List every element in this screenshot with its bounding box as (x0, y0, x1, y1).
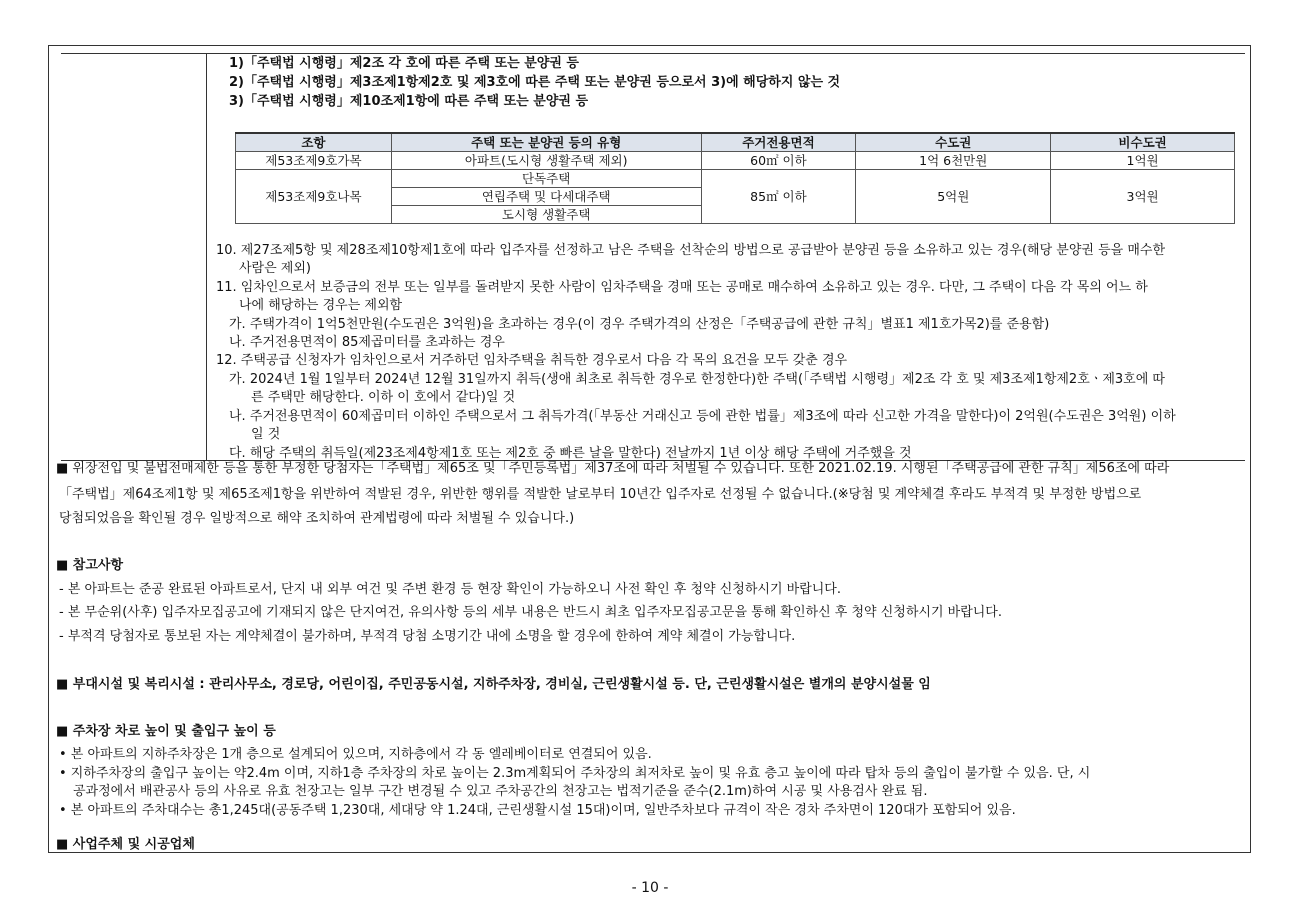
notes-item: - 부적격 당첨자로 통보된 자는 계약체결이 불가하며, 부적격 당첨 소명기간 내에 소명을 할 경우에 한하여 계약 체결이 가능합니다. (59, 629, 796, 644)
parking-item: • 본 아파트의 지하주차장은 1개 층으로 설계되어 있으며, 지하층에서 각 동 엘레베이터로 연결되어 있음. (59, 747, 652, 762)
cell-type: 단독주택 (391, 170, 701, 188)
criteria-block (61, 53, 1245, 461)
page-number: - 10 - (631, 880, 669, 896)
item-11-ga: 가. 주택가격이 1억5천만원(수도권은 3억원)을 초과하는 경우(이 경우 주택가격의 산정은「주택공급에 관한 규칙」별표1 제1호가목2)를 준용함) (229, 317, 1050, 332)
penalty-line-1: ■ 위장전입 및 불법전매제한 등을 통한 부정한 당첨자는「주택법」제65조 및「주민등록법」제37조에 따라 처벌될 수 있습니다. 또한 2021.02.19. 시행된「주택공급에 관한 규칙」제56조에 따라 (56, 461, 1170, 476)
table-header-row (236, 133, 1235, 152)
item-12-na-cont: 일 것 (251, 427, 281, 442)
developer-title: ■ 사업주체 및 시공업체 (56, 837, 195, 852)
item-12: 12. 주택공급 신청자가 임차인으로서 거주하던 임차주택을 취득한 경우로서 다음 각 목의 요건을 모두 갖춘 경우 (216, 353, 848, 368)
intro-line-3: 3)「주택법 시행령」제10조제1항에 따른 주택 또는 분양권 등 (229, 94, 588, 109)
header-clause: 조항 (236, 133, 392, 152)
parking-item-cont: 공과정에서 배관공사 등의 사유로 유효 천장고는 일부 구간 변경될 수 있고 주차공간의 천장고는 법적기준을 준수(2.1m)하여 시공 및 사용검사 완료 됨. (73, 784, 928, 799)
header-area: 주거전용면적 (701, 133, 856, 152)
table-row (236, 152, 1235, 170)
cell-metro: 1억 6천만원 (856, 152, 1051, 170)
cell-metro: 5억원 (856, 170, 1051, 224)
item-12-na: 나. 주거전용면적이 60제곱미터 이하인 주택으로서 그 취득가격(「부동산 거래신고 등에 관한 법률」제3조에 따라 신고한 가격을 말한다)이 2억원(수도권은 3억원) 이하 (229, 409, 1176, 424)
item-11-na: 나. 주거전용면적이 85제곱미터를 초과하는 경우 (229, 335, 505, 350)
housing-type-table (235, 132, 1235, 224)
item-12-ga: 가. 2024년 1월 1일부터 2024년 12월 31일까지 취득(생애 최초로 취득한 경우로 한정한다)한 주택(「주택법 시행령」제2조 각 호 및 제3조제1항제2호ㆍ제3호에 따 (229, 372, 1165, 387)
penalty-line-3: 당첨되었음을 확인될 경우 일방적으로 해약 조치하여 관계법령에 따라 처벌될 수 있습니다.) (59, 511, 575, 526)
notes-item: - 본 무순위(사후) 입주자모집공고에 기재되지 않은 단지여건, 유의사항 등의 세부 내용은 반드시 최초 입주자모집공고문을 통해 확인하신 후 청약 신청하시기 바랍니다. (59, 605, 1003, 620)
penalty-line-2: 「주택법」제64조제1항 및 제65조제1항을 위반하여 적발된 경우, 위반한 행위를 적발한 날로부터 10년간 입주자로 선정될 수 없습니다.(※당첨 및 계약체결 후라도 부적격 및 부정한 방법으로 (59, 487, 1142, 502)
cell-type: 도시형 생활주택 (391, 206, 701, 224)
intro-line-1: 1)「주택법 시행령」제2조 각 호에 따른 주택 또는 분양권 등 (229, 56, 579, 71)
cell-nonmetro: 1억원 (1051, 152, 1235, 170)
column-divider (206, 54, 207, 460)
cell-type: 아파트(도시형 생활주택 제외) (391, 152, 701, 170)
header-metro: 수도권 (856, 133, 1051, 152)
parking-item: • 본 아파트의 주차대수는 총1,245대(공동주택 1,230대, 세대당 약 1.24대, 근린생활시설 15대)이며, 일반주차보다 규격이 작은 경차 주차면이 120대가 포함되어 있음. (59, 803, 1016, 818)
item-12-ga-cont: 른 주택만 해당한다. 이하 이 호에서 같다)일 것 (251, 390, 516, 405)
cell-type: 연립주택 및 다세대주택 (391, 188, 701, 206)
cell-area: 60㎡ 이하 (701, 152, 856, 170)
cell-nonmetro: 3억원 (1051, 170, 1235, 224)
cell-area: 85㎡ 이하 (701, 170, 856, 224)
header-type: 주택 또는 분양권 등의 유형 (391, 133, 701, 152)
facilities-line: ■ 부대시설 및 복리시설 : 관리사무소, 경로당, 어린이집, 주민공동시설, 지하주차장, 경비실, 근린생활시설 등. 단, 근린생활시설은 별개의 분양시설물 임 (56, 677, 931, 692)
item-11-cont: 나에 해당하는 경우는 제외함 (239, 298, 403, 313)
table-row (236, 170, 1235, 188)
document-frame (48, 45, 1251, 853)
item-10: 10. 제27조제5항 및 제28조제10항제1호에 따라 입주자를 선정하고 남은 주택을 선착순의 방법으로 공급받아 분양권 등을 소유하고 있는 경우(해당 분양권 등을 매수한 (216, 243, 1166, 258)
item-12-da: 다. 해당 주택의 취득일(제23조제4항제1호 또는 제2호 중 빠른 날을 말한다) 전날까지 1년 이상 해당 주택에 거주했을 것 (229, 446, 912, 461)
parking-item: • 지하주차장의 출입구 높이는 약2.4m 이며, 지하1층 주차장의 차로 높이는 2.3m계획되어 주차장의 최저차로 높이 및 유효 층고 높이에 따라 탑차 등의 출입이 불가할 수 있음. 단, 시 (59, 766, 1091, 781)
notes-title: ■ 참고사항 (56, 558, 124, 573)
cell-clause: 제53조제9호가목 (236, 152, 392, 170)
intro-line-2: 2)「주택법 시행령」제3조제1항제2호 및 제3호에 따른 주택 또는 분양권 등으로서 3)에 해당하지 않는 것 (229, 75, 841, 90)
header-nonmetro: 비수도권 (1051, 133, 1235, 152)
parking-title: ■ 주차장 차로 높이 및 출입구 높이 등 (56, 724, 276, 739)
item-11: 11. 임차인으로서 보증금의 전부 또는 일부를 돌려받지 못한 사람이 임차주택을 경매 또는 공매로 매수하여 소유하고 있는 경우. 다만, 그 주택이 다음 각 목의 어느 하 (216, 280, 1148, 295)
notes-item: - 본 아파트는 준공 완료된 아파트로서, 단지 내 외부 여건 및 주변 환경 등 현장 확인이 가능하오니 사전 확인 후 청약 신청하시기 바랍니다. (59, 582, 841, 597)
cell-clause: 제53조제9호나목 (236, 170, 392, 224)
item-10-cont: 사람은 제외) (239, 261, 311, 276)
